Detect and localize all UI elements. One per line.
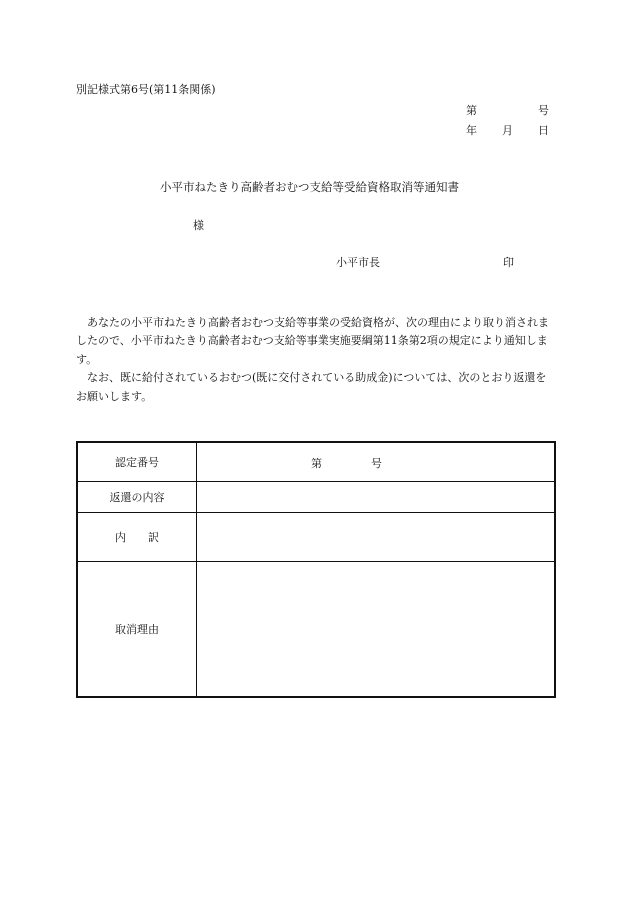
- form-number: 別記様式第6号(第11条関係): [76, 83, 216, 96]
- seal-mark: 印: [503, 256, 514, 269]
- document-number-suffix: 号: [538, 104, 549, 117]
- breakdown-label: 内 訳: [77, 513, 197, 562]
- table-row: [77, 513, 555, 562]
- addressee-honorific: 様: [193, 219, 204, 232]
- certification-number-suffix: 号: [371, 457, 382, 470]
- breakdown-value: [197, 513, 556, 562]
- detail-table: [76, 441, 556, 698]
- table-row: [77, 482, 555, 513]
- date-month-label: 月: [502, 124, 513, 137]
- certification-number-value: [197, 442, 556, 482]
- date-day-label: 日: [538, 124, 549, 137]
- return-content-value: [197, 482, 556, 513]
- certification-number-prefix: 第: [311, 457, 322, 470]
- issuer-name: 小平市長: [336, 256, 380, 269]
- certification-number-label: 認定番号: [77, 442, 197, 482]
- cancellation-reason-value: [197, 562, 556, 698]
- notice-paragraph-1: あなたの小平市ねたきり高齢者おむつ支給等事業の受給資格が、次の理由により取り消されましたので、小平市ねたきり高齢者おむつ支給等事業実施要綱第11条第2項の規定により通知します。: [76, 316, 549, 366]
- notice-paragraph-2: なお、既に給付されているおむつ(既に交付されている助成金)については、次のとおり返還をお願いします。: [76, 371, 547, 403]
- table-row: [77, 562, 555, 698]
- document-title: 小平市ねたきり高齢者おむつ支給等受給資格取消等通知書: [160, 180, 459, 194]
- date-year-label: 年: [466, 124, 477, 137]
- table-row: [77, 442, 555, 482]
- cancellation-reason-label: 取消理由: [77, 562, 197, 698]
- return-content-label: 返還の内容: [77, 482, 197, 513]
- document-number-prefix: 第: [466, 104, 477, 117]
- notice-body: [76, 314, 552, 406]
